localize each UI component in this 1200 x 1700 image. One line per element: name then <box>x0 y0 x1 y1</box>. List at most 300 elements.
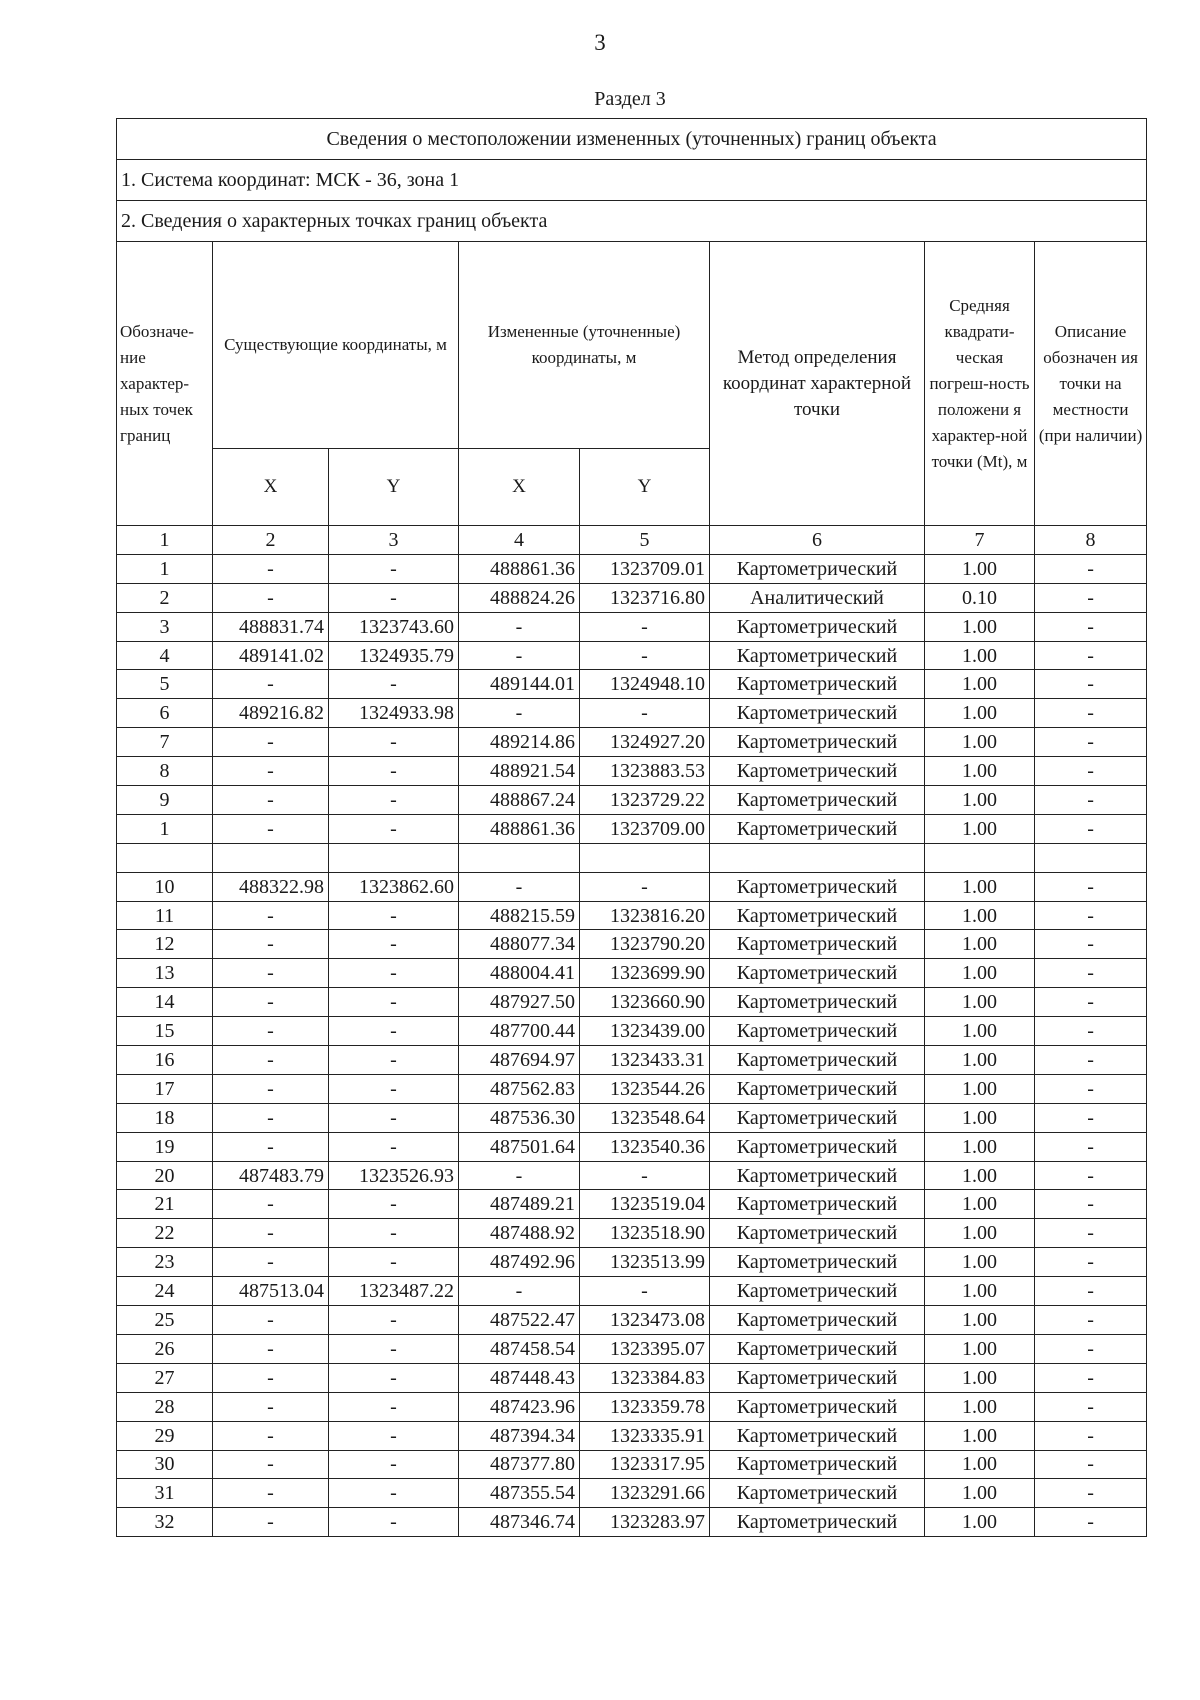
table-row <box>117 1479 1147 1508</box>
cell-mt: 1.00 <box>925 1392 1035 1421</box>
cell-method: Картометрический <box>710 1306 925 1335</box>
cell-existing-y: - <box>329 988 459 1017</box>
cell-existing-y: - <box>329 901 459 930</box>
cell-mt: 1.00 <box>925 1219 1035 1248</box>
cell-existing-x: - <box>213 786 329 815</box>
cell-description: - <box>1035 1334 1147 1363</box>
header-row-1 <box>117 242 1147 449</box>
cell-changed-y: 1323395.07 <box>580 1334 710 1363</box>
table-row <box>117 670 1147 699</box>
cell-changed-y: 1323729.22 <box>580 786 710 815</box>
cell-changed-y: 1323548.64 <box>580 1103 710 1132</box>
table-row <box>117 554 1147 583</box>
cell-mt: 1.00 <box>925 1046 1035 1075</box>
cell-existing-x: - <box>213 670 329 699</box>
cell-point-id: 8 <box>117 757 213 786</box>
cell-point-id: 18 <box>117 1103 213 1132</box>
cell-mt: 1.00 <box>925 872 1035 901</box>
header-changed-y: Y <box>580 449 710 526</box>
cell-mt: 1.00 <box>925 1363 1035 1392</box>
cell-existing-y: - <box>329 1046 459 1075</box>
cell-point-id: 10 <box>117 872 213 901</box>
cell-point-id: 24 <box>117 1277 213 1306</box>
cell-existing-x: - <box>213 1450 329 1479</box>
cell-method: Картометрический <box>710 641 925 670</box>
table-row <box>117 1103 1147 1132</box>
cell-existing-x: - <box>213 1046 329 1075</box>
cell-point-id: 11 <box>117 901 213 930</box>
section-title: Раздел 3 <box>594 88 666 110</box>
cell-changed-x: - <box>459 641 580 670</box>
cell-description: - <box>1035 930 1147 959</box>
cell-point-id: 5 <box>117 670 213 699</box>
cell-point-id: 19 <box>117 1132 213 1161</box>
table-row <box>117 641 1147 670</box>
cell-mt: 1.00 <box>925 1132 1035 1161</box>
cell-existing-y: - <box>329 959 459 988</box>
table-row <box>117 728 1147 757</box>
cell-description: - <box>1035 757 1147 786</box>
table-row <box>117 1132 1147 1161</box>
cell-point-id: 7 <box>117 728 213 757</box>
points-info: 2. Сведения о характерных точках границ объекта <box>117 201 1147 242</box>
cell-changed-x: 489144.01 <box>459 670 580 699</box>
cell-existing-y: - <box>329 1392 459 1421</box>
cell-existing-x: - <box>213 554 329 583</box>
cell-mt: 1.00 <box>925 641 1035 670</box>
cell-existing-x: - <box>213 1306 329 1335</box>
cell-description <box>1035 843 1147 872</box>
cell-changed-y: 1323291.66 <box>580 1479 710 1508</box>
coord-system: 1. Система координат: МСК - 36, зона 1 <box>117 160 1147 201</box>
cell-point-id: 27 <box>117 1363 213 1392</box>
cell-existing-y: - <box>329 786 459 815</box>
cell-changed-x: 487700.44 <box>459 1017 580 1046</box>
cell-existing-x: 489216.82 <box>213 699 329 728</box>
column-numbers-row <box>117 526 1147 555</box>
cell-existing-x: - <box>213 1103 329 1132</box>
cell-changed-x: 487536.30 <box>459 1103 580 1132</box>
cell-method: Аналитический <box>710 583 925 612</box>
table-row <box>117 1392 1147 1421</box>
cell-method: Картометрический <box>710 1248 925 1277</box>
cell-existing-y: 1324935.79 <box>329 641 459 670</box>
cell-description: - <box>1035 814 1147 843</box>
header-existing-y: Y <box>329 449 459 526</box>
cell-point-id: 4 <box>117 641 213 670</box>
cell-description: - <box>1035 1277 1147 1306</box>
cell-changed-y: 1323709.00 <box>580 814 710 843</box>
cell-changed-x: - <box>459 872 580 901</box>
cell-changed-y: - <box>580 1161 710 1190</box>
cell-method: Картометрический <box>710 814 925 843</box>
cell-mt: 1.00 <box>925 728 1035 757</box>
cell-method: Картометрический <box>710 1277 925 1306</box>
cell-existing-y: 1323487.22 <box>329 1277 459 1306</box>
cell-description: - <box>1035 1046 1147 1075</box>
cell-existing-x: 487513.04 <box>213 1277 329 1306</box>
cell-changed-y: 1323883.53 <box>580 757 710 786</box>
table-row <box>117 1277 1147 1306</box>
cell-description: - <box>1035 1363 1147 1392</box>
cell-changed-x: 488004.41 <box>459 959 580 988</box>
cell-existing-x: - <box>213 1363 329 1392</box>
cell-existing-y: 1323743.60 <box>329 612 459 641</box>
cell-existing-y: - <box>329 1017 459 1046</box>
cell-changed-y: 1323473.08 <box>580 1306 710 1335</box>
cell-description: - <box>1035 1219 1147 1248</box>
table-title-row <box>117 119 1147 160</box>
cell-method: Картометрический <box>710 1132 925 1161</box>
cell-changed-y: - <box>580 1277 710 1306</box>
cell-existing-x: 488831.74 <box>213 612 329 641</box>
cell-changed-x: 488077.34 <box>459 930 580 959</box>
cell-mt: 1.00 <box>925 757 1035 786</box>
cell-existing-x: - <box>213 959 329 988</box>
header-mt: Средняя квадрати-ческая погреш-ность положени я характер-ной точки (Mt), м <box>925 242 1035 526</box>
cell-mt: 1.00 <box>925 670 1035 699</box>
cell-method: Картометрический <box>710 1508 925 1537</box>
cell-changed-y: 1323518.90 <box>580 1219 710 1248</box>
cell-existing-y: - <box>329 1508 459 1537</box>
column-number: 8 <box>1035 526 1147 555</box>
coord-system-row <box>117 160 1147 201</box>
cell-changed-y: 1323790.20 <box>580 930 710 959</box>
cell-changed-y: 1323544.26 <box>580 1074 710 1103</box>
cell-existing-y: - <box>329 930 459 959</box>
cell-point-id: 26 <box>117 1334 213 1363</box>
cell-existing-x: - <box>213 901 329 930</box>
cell-existing-y: 1324933.98 <box>329 699 459 728</box>
cell-method: Картометрический <box>710 959 925 988</box>
column-number: 3 <box>329 526 459 555</box>
cell-mt: 1.00 <box>925 959 1035 988</box>
header-existing-x: X <box>213 449 329 526</box>
cell-existing-y: - <box>329 1334 459 1363</box>
cell-changed-x: 487489.21 <box>459 1190 580 1219</box>
cell-mt: 0.10 <box>925 583 1035 612</box>
cell-existing-x: - <box>213 1074 329 1103</box>
cell-mt: 1.00 <box>925 1161 1035 1190</box>
cell-point-id: 9 <box>117 786 213 815</box>
table-row <box>117 1219 1147 1248</box>
cell-changed-x: 487448.43 <box>459 1363 580 1392</box>
header-description: Описание обозначен ия точки на местности (при наличии) <box>1035 242 1147 526</box>
cell-method: Картометрический <box>710 699 925 728</box>
cell-point-id <box>117 843 213 872</box>
cell-method <box>710 843 925 872</box>
cell-existing-y: 1323862.60 <box>329 872 459 901</box>
table-row <box>117 1248 1147 1277</box>
table-row <box>117 1334 1147 1363</box>
table-row <box>117 583 1147 612</box>
cell-point-id: 6 <box>117 699 213 728</box>
cell-description: - <box>1035 1161 1147 1190</box>
cell-existing-x: - <box>213 988 329 1017</box>
cell-changed-y: 1323317.95 <box>580 1450 710 1479</box>
cell-changed-x: - <box>459 1277 580 1306</box>
cell-point-id: 17 <box>117 1074 213 1103</box>
table-row <box>117 872 1147 901</box>
cell-method: Картометрический <box>710 1450 925 1479</box>
cell-changed-x: 487394.34 <box>459 1421 580 1450</box>
table-row <box>117 1306 1147 1335</box>
cell-point-id: 31 <box>117 1479 213 1508</box>
cell-existing-y: - <box>329 670 459 699</box>
cell-changed-x: 487423.96 <box>459 1392 580 1421</box>
cell-description: - <box>1035 1392 1147 1421</box>
cell-existing-y: - <box>329 757 459 786</box>
cell-existing-y: - <box>329 1479 459 1508</box>
cell-mt: 1.00 <box>925 1306 1035 1335</box>
cell-existing-y: - <box>329 1363 459 1392</box>
cell-mt: 1.00 <box>925 1074 1035 1103</box>
cell-mt: 1.00 <box>925 1334 1035 1363</box>
cell-point-id: 1 <box>117 814 213 843</box>
cell-method: Картометрический <box>710 670 925 699</box>
cell-changed-y: 1323816.20 <box>580 901 710 930</box>
cell-method: Картометрический <box>710 988 925 1017</box>
cell-method: Картометрический <box>710 930 925 959</box>
cell-changed-x: 487492.96 <box>459 1248 580 1277</box>
cell-description: - <box>1035 1190 1147 1219</box>
cell-changed-y: 1324927.20 <box>580 728 710 757</box>
cell-changed-x: 487488.92 <box>459 1219 580 1248</box>
table-row <box>117 1017 1147 1046</box>
table-row <box>117 1046 1147 1075</box>
cell-changed-y: 1324948.10 <box>580 670 710 699</box>
table-body <box>117 119 1147 1537</box>
cell-existing-y: - <box>329 1074 459 1103</box>
cell-description: - <box>1035 1132 1147 1161</box>
cell-point-id: 23 <box>117 1248 213 1277</box>
cell-existing-x: - <box>213 814 329 843</box>
cell-description: - <box>1035 901 1147 930</box>
cell-changed-y <box>580 843 710 872</box>
cell-point-id: 16 <box>117 1046 213 1075</box>
cell-existing-y <box>329 843 459 872</box>
cell-method: Картометрический <box>710 1074 925 1103</box>
table-row <box>117 1190 1147 1219</box>
cell-changed-x: 488861.36 <box>459 554 580 583</box>
cell-description: - <box>1035 1306 1147 1335</box>
column-number: 2 <box>213 526 329 555</box>
cell-changed-x: 488861.36 <box>459 814 580 843</box>
header-changed-x: X <box>459 449 580 526</box>
cell-description: - <box>1035 1508 1147 1537</box>
table-row <box>117 786 1147 815</box>
cell-point-id: 2 <box>117 583 213 612</box>
cell-point-id: 32 <box>117 1508 213 1537</box>
cell-method: Картометрический <box>710 901 925 930</box>
column-number: 7 <box>925 526 1035 555</box>
cell-description: - <box>1035 1421 1147 1450</box>
cell-existing-x: - <box>213 1508 329 1537</box>
cell-changed-x: 487694.97 <box>459 1046 580 1075</box>
cell-method: Картометрический <box>710 1017 925 1046</box>
cell-method: Картометрический <box>710 1392 925 1421</box>
cell-changed-y: 1323283.97 <box>580 1508 710 1537</box>
cell-mt: 1.00 <box>925 1450 1035 1479</box>
cell-description: - <box>1035 872 1147 901</box>
table-title: Сведения о местоположении измененных (уточненных) границ объекта <box>117 119 1147 160</box>
cell-existing-y: - <box>329 1132 459 1161</box>
cell-existing-y: - <box>329 1219 459 1248</box>
cell-changed-y: 1323660.90 <box>580 988 710 1017</box>
cell-existing-x: - <box>213 1190 329 1219</box>
cell-point-id: 13 <box>117 959 213 988</box>
header-changed: Измененные (уточненные) координаты, м <box>459 242 710 449</box>
cell-existing-y: - <box>329 814 459 843</box>
cell-mt <box>925 843 1035 872</box>
cell-mt: 1.00 <box>925 554 1035 583</box>
cell-description: - <box>1035 1248 1147 1277</box>
column-number: 4 <box>459 526 580 555</box>
cell-point-id: 22 <box>117 1219 213 1248</box>
cell-existing-x: - <box>213 583 329 612</box>
header-existing: Существующие координаты, м <box>213 242 459 449</box>
cell-existing-x: - <box>213 728 329 757</box>
cell-mt: 1.00 <box>925 1421 1035 1450</box>
cell-method: Картометрический <box>710 1103 925 1132</box>
cell-mt: 1.00 <box>925 1248 1035 1277</box>
cell-changed-x: 488215.59 <box>459 901 580 930</box>
cell-changed-y: 1323439.00 <box>580 1017 710 1046</box>
cell-description: - <box>1035 699 1147 728</box>
cell-mt: 1.00 <box>925 612 1035 641</box>
cell-changed-x: - <box>459 1161 580 1190</box>
cell-existing-y: - <box>329 1103 459 1132</box>
cell-mt: 1.00 <box>925 1190 1035 1219</box>
table-row <box>117 814 1147 843</box>
cell-method: Картометрический <box>710 1334 925 1363</box>
cell-changed-x: 488921.54 <box>459 757 580 786</box>
cell-changed-y: 1323540.36 <box>580 1132 710 1161</box>
cell-changed-x: 487346.74 <box>459 1508 580 1537</box>
cell-changed-y: 1323335.91 <box>580 1421 710 1450</box>
cell-description: - <box>1035 1479 1147 1508</box>
cell-changed-x: 487377.80 <box>459 1450 580 1479</box>
cell-method: Картометрический <box>710 728 925 757</box>
cell-method: Картометрический <box>710 1219 925 1248</box>
cell-point-id: 15 <box>117 1017 213 1046</box>
cell-changed-x: - <box>459 612 580 641</box>
cell-mt: 1.00 <box>925 699 1035 728</box>
cell-description: - <box>1035 1450 1147 1479</box>
cell-changed-y: 1323716.80 <box>580 583 710 612</box>
cell-mt: 1.00 <box>925 1017 1035 1046</box>
page-number: 3 <box>594 30 606 55</box>
cell-mt: 1.00 <box>925 786 1035 815</box>
table-row <box>117 1363 1147 1392</box>
cell-changed-y: 1323359.78 <box>580 1392 710 1421</box>
cell-existing-y: - <box>329 728 459 757</box>
cell-mt: 1.00 <box>925 814 1035 843</box>
cell-changed-y: 1323513.99 <box>580 1248 710 1277</box>
cell-method: Картометрический <box>710 1479 925 1508</box>
cell-changed-y: - <box>580 612 710 641</box>
cell-method: Картометрический <box>710 872 925 901</box>
column-number: 6 <box>710 526 925 555</box>
cell-existing-y: - <box>329 554 459 583</box>
cell-method: Картометрический <box>710 1190 925 1219</box>
cell-mt: 1.00 <box>925 1508 1035 1537</box>
cell-point-id: 25 <box>117 1306 213 1335</box>
cell-description: - <box>1035 728 1147 757</box>
cell-method: Картометрический <box>710 1161 925 1190</box>
cell-changed-y: 1323384.83 <box>580 1363 710 1392</box>
cell-point-id: 29 <box>117 1421 213 1450</box>
cell-method: Картометрический <box>710 786 925 815</box>
cell-changed-y: 1323699.90 <box>580 959 710 988</box>
table-row <box>117 988 1147 1017</box>
table-row <box>117 1161 1147 1190</box>
cell-existing-y: - <box>329 1421 459 1450</box>
cell-changed-x: 487522.47 <box>459 1306 580 1335</box>
cell-description: - <box>1035 959 1147 988</box>
column-number: 5 <box>580 526 710 555</box>
cell-point-id: 12 <box>117 930 213 959</box>
cell-existing-y: - <box>329 583 459 612</box>
cell-mt: 1.00 <box>925 901 1035 930</box>
cell-changed-y: 1323709.01 <box>580 554 710 583</box>
cell-existing-y: - <box>329 1248 459 1277</box>
cell-description: - <box>1035 583 1147 612</box>
cell-method: Картометрический <box>710 554 925 583</box>
cell-changed-x: 488867.24 <box>459 786 580 815</box>
cell-existing-x: - <box>213 1132 329 1161</box>
cell-changed-y: 1323519.04 <box>580 1190 710 1219</box>
cell-description: - <box>1035 670 1147 699</box>
cell-existing-y: - <box>329 1450 459 1479</box>
column-number: 1 <box>117 526 213 555</box>
table-row <box>117 1508 1147 1537</box>
table-row <box>117 959 1147 988</box>
cell-changed-x: 487927.50 <box>459 988 580 1017</box>
cell-mt: 1.00 <box>925 1277 1035 1306</box>
cell-method: Картометрический <box>710 612 925 641</box>
cell-method: Картометрический <box>710 1046 925 1075</box>
table-row <box>117 612 1147 641</box>
table-row <box>117 930 1147 959</box>
cell-changed-x <box>459 843 580 872</box>
cell-point-id: 30 <box>117 1450 213 1479</box>
cell-existing-x <box>213 843 329 872</box>
cell-changed-x: 487458.54 <box>459 1334 580 1363</box>
cell-mt: 1.00 <box>925 1103 1035 1132</box>
cell-point-id: 3 <box>117 612 213 641</box>
table-row <box>117 1421 1147 1450</box>
cell-changed-x: - <box>459 699 580 728</box>
cell-existing-x: - <box>213 757 329 786</box>
cell-existing-x: - <box>213 1392 329 1421</box>
table-row <box>117 901 1147 930</box>
cell-existing-x: - <box>213 1334 329 1363</box>
cell-point-id: 20 <box>117 1161 213 1190</box>
table-row <box>117 699 1147 728</box>
cell-existing-x: 489141.02 <box>213 641 329 670</box>
cell-changed-x: 487355.54 <box>459 1479 580 1508</box>
cell-changed-y: - <box>580 699 710 728</box>
cell-changed-x: 489214.86 <box>459 728 580 757</box>
cell-existing-y: - <box>329 1306 459 1335</box>
cell-point-id: 1 <box>117 554 213 583</box>
cell-description: - <box>1035 641 1147 670</box>
cell-method: Картометрический <box>710 1363 925 1392</box>
cell-method: Картометрический <box>710 757 925 786</box>
header-designation: Обозначе-ние характер-ных точек границ <box>117 242 213 526</box>
cell-changed-x: 488824.26 <box>459 583 580 612</box>
